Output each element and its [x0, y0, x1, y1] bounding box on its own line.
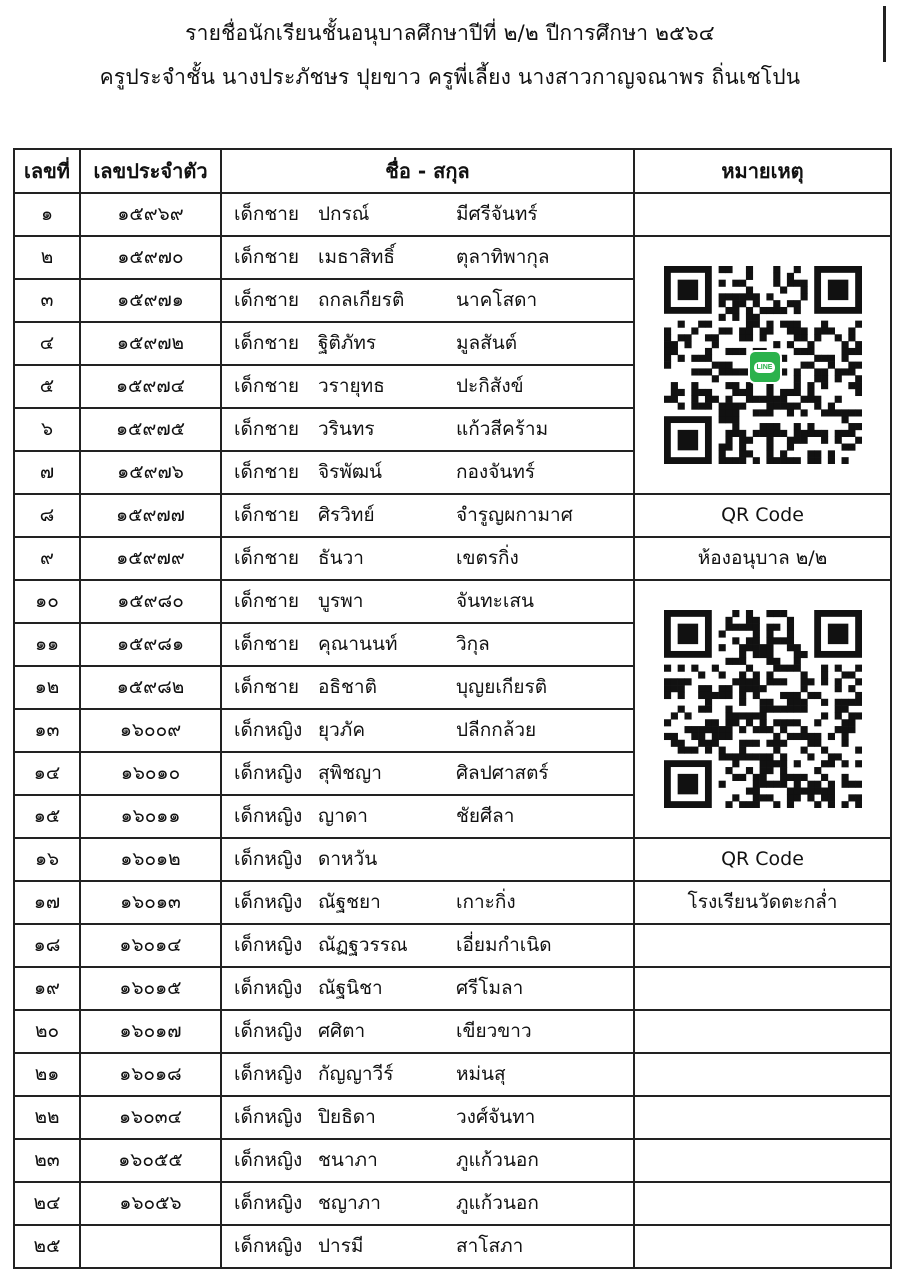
name-title: เด็กชาย: [234, 289, 300, 311]
first-name: วรินทร: [318, 418, 375, 440]
first-name: ยุวภัค: [318, 719, 366, 741]
student-id: ๑๕๙๘๐: [80, 580, 221, 623]
table-row: [14, 924, 891, 967]
name-title: เด็กหญิง: [234, 1235, 303, 1257]
last-name: แก้วสีคร้าม: [456, 418, 549, 440]
name-title: เด็กหญิง: [234, 762, 303, 784]
row-number: ๔: [14, 322, 80, 365]
student-id: ๑๖๐๑๐: [80, 752, 221, 795]
first-name: คุณานนท์: [318, 633, 398, 655]
table-row: [14, 1096, 891, 1139]
student-name: [221, 881, 634, 924]
student-name: [221, 408, 634, 451]
student-id: ๑๕๙๘๑: [80, 623, 221, 666]
last-name: ศรีโมลา: [456, 977, 524, 999]
row-number: ๘: [14, 494, 80, 537]
table-row: [14, 881, 891, 924]
name-title: เด็กหญิง: [234, 1106, 303, 1128]
row-number: ๑๙: [14, 967, 80, 1010]
document-header: [0, 14, 900, 96]
table-row: [14, 1182, 891, 1225]
last-name: วงศ์จันทา: [456, 1106, 536, 1128]
last-name: ภูแก้วนอก: [456, 1149, 539, 1171]
table-row: [14, 193, 891, 236]
student-id: ๑๕๙๘๒: [80, 666, 221, 709]
name-title: เด็กชาย: [234, 332, 300, 354]
row-number: ๑: [14, 193, 80, 236]
name-title: เด็กหญิง: [234, 977, 303, 999]
student-name: [221, 494, 634, 537]
table-row: [14, 537, 891, 580]
row-number: ๒๒: [14, 1096, 80, 1139]
qr2-label: QR Code: [634, 838, 891, 881]
student-roster-table: [13, 148, 892, 1269]
table-row: [14, 838, 891, 881]
last-name: วิกุล: [456, 633, 490, 655]
remarks-cell: [634, 1053, 891, 1096]
name-title: เด็กชาย: [234, 246, 300, 268]
table-row: [14, 494, 891, 537]
student-id: ๑๕๙๗๙: [80, 537, 221, 580]
first-name: ชญาภา: [318, 1192, 381, 1214]
row-number: ๒๕: [14, 1225, 80, 1268]
student-name: [221, 924, 634, 967]
qr-code-icon[interactable]: [664, 610, 862, 808]
student-name: [221, 451, 634, 494]
last-name: เขียวขาว: [456, 1020, 532, 1042]
student-id: ๑๖๐๐๙: [80, 709, 221, 752]
student-name: [221, 1182, 634, 1225]
first-name: กัญญาวีร์: [318, 1063, 394, 1085]
first-name: ปารมี: [318, 1235, 364, 1257]
student-id: ๑๕๙๗๕: [80, 408, 221, 451]
student-id: ๑๖๐๑๕: [80, 967, 221, 1010]
student-id: [80, 1225, 221, 1268]
roster-body: [14, 193, 891, 1268]
name-title: เด็กหญิง: [234, 848, 303, 870]
student-id: ๑๖๐๓๔: [80, 1096, 221, 1139]
first-name: ธันวา: [318, 547, 364, 569]
student-name: [221, 623, 634, 666]
name-title: เด็กชาย: [234, 633, 300, 655]
first-name: จิรพัฒน์: [318, 461, 383, 483]
student-name: [221, 967, 634, 1010]
name-title: เด็กชาย: [234, 461, 300, 483]
row-number: ๒๔: [14, 1182, 80, 1225]
student-name: [221, 666, 634, 709]
last-name: หม่นสุ: [456, 1063, 506, 1085]
student-id: ๑๖๐๑๑: [80, 795, 221, 838]
row-number: ๙: [14, 537, 80, 580]
table-row: [14, 580, 891, 623]
student-name: [221, 1053, 634, 1096]
student-name: [221, 365, 634, 408]
last-name: มีศรีจันทร์: [456, 203, 538, 225]
student-id: ๑๖๐๑๒: [80, 838, 221, 881]
first-name: วรายุทธ: [318, 375, 385, 397]
name-title: เด็กหญิง: [234, 1020, 303, 1042]
student-id: ๑๕๙๗๖: [80, 451, 221, 494]
row-number: ๑๓: [14, 709, 80, 752]
header-student-id: เลขประจำตัว: [80, 149, 221, 193]
student-id: ๑๕๙๗๔: [80, 365, 221, 408]
student-name: [221, 193, 634, 236]
first-name: ณัฏฐวรรณ: [318, 934, 408, 956]
remarks-cell: [634, 193, 891, 236]
row-number: ๒: [14, 236, 80, 279]
table-row: [14, 1010, 891, 1053]
header-number: เลขที่: [14, 149, 80, 193]
table-header-row: [14, 149, 891, 193]
row-number: ๒๑: [14, 1053, 80, 1096]
name-title: เด็กชาย: [234, 676, 300, 698]
row-number: ๑๘: [14, 924, 80, 967]
student-id: ๑๖๐๑๘: [80, 1053, 221, 1096]
last-name: จำรูญผกามาศ: [456, 504, 573, 526]
remarks-cell: [634, 1225, 891, 1268]
name-title: เด็กหญิง: [234, 1063, 303, 1085]
student-name: [221, 580, 634, 623]
student-name: [221, 795, 634, 838]
scan-edge-mark: [883, 6, 886, 62]
last-name: กองจันทร์: [456, 461, 536, 483]
name-title: เด็กชาย: [234, 203, 300, 225]
student-id: ๑๕๙๗๐: [80, 236, 221, 279]
student-id: ๑๖๐๕๖: [80, 1182, 221, 1225]
student-name: [221, 1139, 634, 1182]
name-title: เด็กหญิง: [234, 719, 303, 741]
student-id: ๑๖๐๑๗: [80, 1010, 221, 1053]
last-name: ศิลปศาสตร์: [456, 762, 549, 784]
first-name: ชนาภา: [318, 1149, 378, 1171]
student-name: [221, 1225, 634, 1268]
row-number: ๑๗: [14, 881, 80, 924]
row-number: ๑๔: [14, 752, 80, 795]
student-name: [221, 322, 634, 365]
last-name: ปะกิสังข์: [456, 375, 524, 397]
first-name: สุพิชญา: [318, 762, 382, 784]
name-title: เด็กชาย: [234, 418, 300, 440]
last-name: ตุลาทิพากุล: [456, 246, 550, 268]
student-id: ๑๕๙๗๒: [80, 322, 221, 365]
first-name: ญาดา: [318, 805, 368, 827]
last-name: จันทะเสน: [456, 590, 534, 612]
row-number: ๒๐: [14, 1010, 80, 1053]
student-name: [221, 537, 634, 580]
header-full-name: ชื่อ - สกุล: [221, 149, 634, 193]
name-title: เด็กหญิง: [234, 1192, 303, 1214]
name-title: เด็กหญิง: [234, 1149, 303, 1171]
last-name: บุญยเกียรติ: [456, 676, 548, 698]
last-name: ปลีกกล้วย: [456, 719, 537, 741]
row-number: ๑๒: [14, 666, 80, 709]
remarks-cell: [634, 1182, 891, 1225]
student-name: [221, 838, 634, 881]
table-row: [14, 967, 891, 1010]
student-id: ๑๕๙๗๑: [80, 279, 221, 322]
row-number: ๓: [14, 279, 80, 322]
table-row: [14, 236, 891, 279]
qr-code-line-icon[interactable]: [664, 266, 862, 464]
last-name: สาโสภา: [456, 1235, 524, 1257]
first-name: เมธาสิทธิ์: [318, 246, 396, 268]
last-name: ชัยศีลา: [456, 805, 515, 827]
first-name: ปิยธิดา: [318, 1106, 376, 1128]
remarks-cell: [634, 1010, 891, 1053]
first-name: ดาหวัน: [318, 848, 378, 870]
row-number: ๑๐: [14, 580, 80, 623]
first-name: ณัฐชยา: [318, 891, 381, 913]
last-name: มูลสันต์: [456, 332, 518, 354]
name-title: เด็กชาย: [234, 547, 300, 569]
student-id: ๑๖๐๑๓: [80, 881, 221, 924]
first-name: บูรพา: [318, 590, 364, 612]
row-number: ๑๕: [14, 795, 80, 838]
student-id: ๑๕๙๖๙: [80, 193, 221, 236]
student-name: [221, 752, 634, 795]
name-title: เด็กหญิง: [234, 891, 303, 913]
line-badge-label: LINE: [754, 362, 776, 373]
header-remarks: หมายเหตุ: [634, 149, 891, 193]
row-number: ๖: [14, 408, 80, 451]
remarks-cell: [634, 924, 891, 967]
row-number: ๕: [14, 365, 80, 408]
first-name: อธิชาติ: [318, 676, 377, 698]
class-line-qr-cell: [634, 236, 891, 494]
table-row: [14, 1139, 891, 1182]
student-name: [221, 1010, 634, 1053]
school-qr-cell: [634, 580, 891, 838]
first-name: ถกลเกียรติ: [318, 289, 405, 311]
first-name: ศิรวิทย์: [318, 504, 375, 526]
last-name: เขตรกิ่ง: [456, 547, 519, 569]
table-row: [14, 1053, 891, 1096]
table-row: [14, 1225, 891, 1268]
name-title: เด็กชาย: [234, 590, 300, 612]
student-name: [221, 279, 634, 322]
row-number: ๗: [14, 451, 80, 494]
row-number: ๑๑: [14, 623, 80, 666]
student-name: [221, 709, 634, 752]
remarks-cell: [634, 1096, 891, 1139]
student-name: [221, 1096, 634, 1139]
first-name: ฐิติภัทร: [318, 332, 377, 354]
first-name: ปกรณ์: [318, 203, 370, 225]
name-title: เด็กชาย: [234, 375, 300, 397]
last-name: ภูแก้วนอก: [456, 1192, 539, 1214]
name-title: เด็กหญิง: [234, 805, 303, 827]
row-number: ๑๖: [14, 838, 80, 881]
remarks-cell: [634, 1139, 891, 1182]
first-name: ณัฐนิชา: [318, 977, 383, 999]
row-number: ๒๓: [14, 1139, 80, 1182]
remarks-cell: [634, 967, 891, 1010]
last-name: เกาะกิ่ง: [456, 891, 516, 913]
qr2-caption: โรงเรียนวัดตะกล่ำ: [634, 881, 891, 924]
student-id: ๑๕๙๗๗: [80, 494, 221, 537]
student-name: [221, 236, 634, 279]
name-title: เด็กชาย: [234, 504, 300, 526]
last-name: นาคโสดา: [456, 289, 538, 311]
student-id: ๑๖๐๕๕: [80, 1139, 221, 1182]
qr1-caption: ห้องอนุบาล ๒/๒: [634, 537, 891, 580]
line-app-icon: [748, 350, 782, 384]
qr1-label: QR Code: [634, 494, 891, 537]
name-title: เด็กหญิง: [234, 934, 303, 956]
first-name: ศศิตา: [318, 1020, 366, 1042]
last-name: เอี่ยมกำเนิด: [456, 934, 552, 956]
document-title: รายชื่อนักเรียนชั้นอนุบาลศึกษาปีที่ ๒/๒ ปีการศึกษา ๒๕๖๔: [185, 21, 715, 45]
student-id: ๑๖๐๑๔: [80, 924, 221, 967]
teacher-line: ครูประจำชั้น นางประภัชษร ปุยขาว ครูพี่เลี้ยง นางสาวกาญจณาพร ถิ่นเชโปน: [99, 65, 801, 89]
